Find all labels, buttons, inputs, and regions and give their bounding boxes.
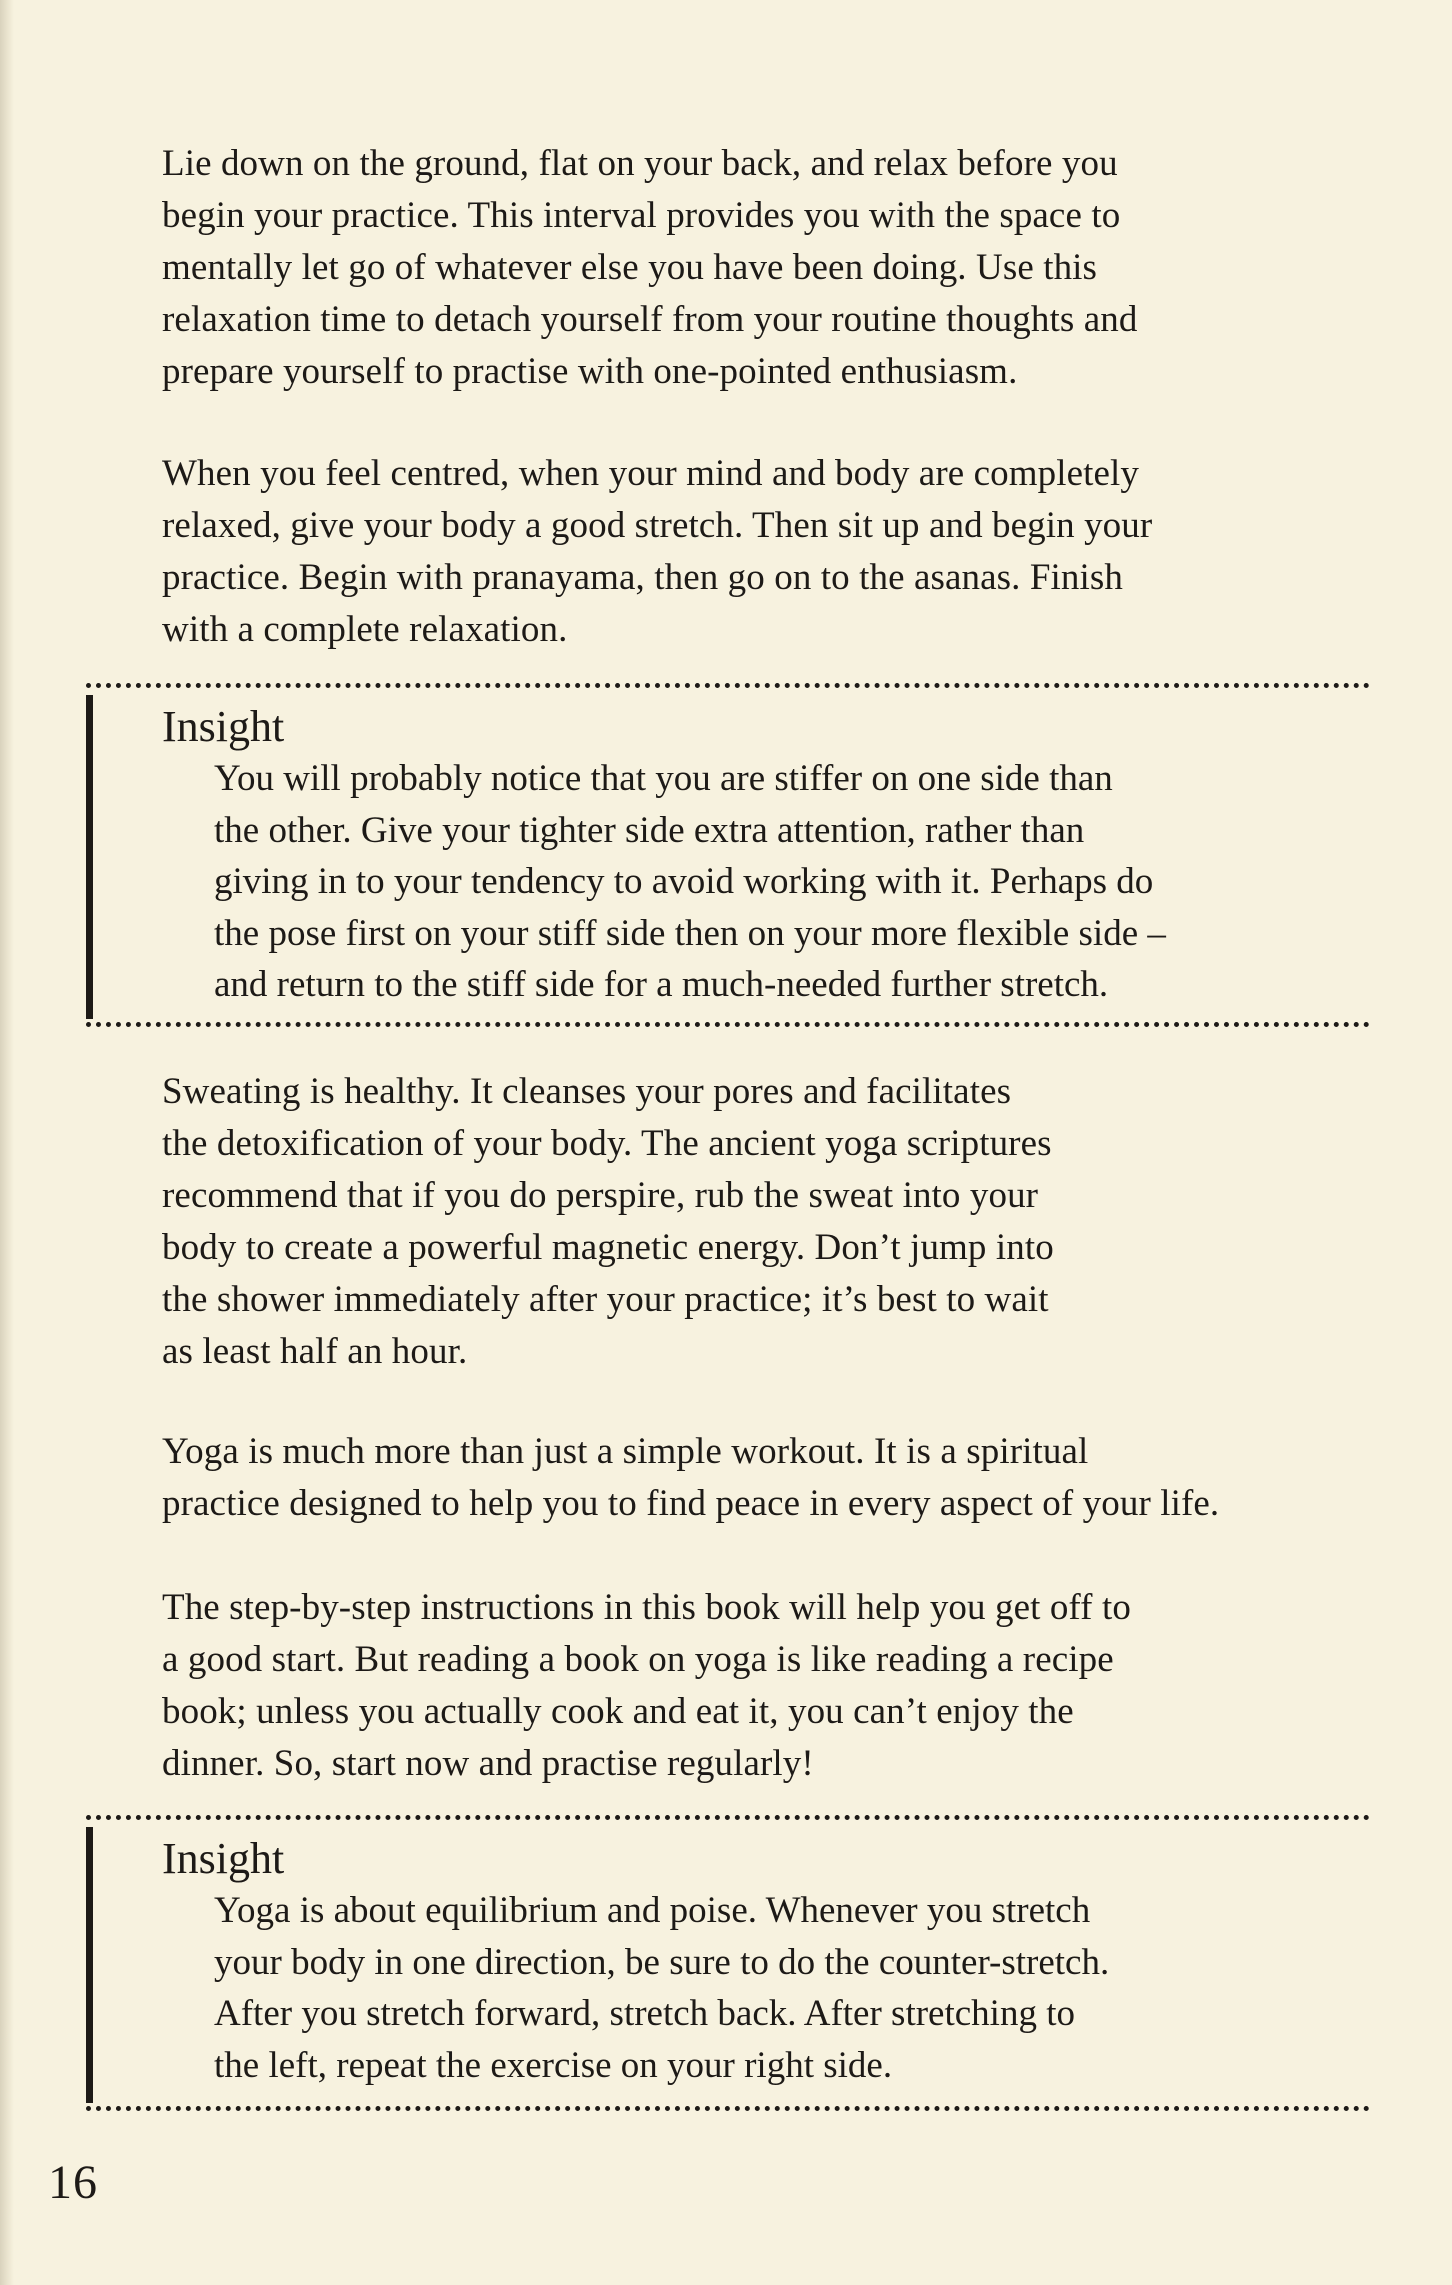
page-spine-edge: [0, 0, 14, 2285]
text-line: and return to the stiff side for a much-needed further stretch.: [214, 964, 1109, 1005]
paragraph-step-by-step: [162, 1582, 1392, 1790]
insight-side-bar: [86, 1827, 93, 2103]
text-line: the left, repeat the exercise on your right side.: [214, 2044, 893, 2086]
dotted-rule-top: [86, 683, 1370, 688]
text-line: the other. Give your tighter side extra attention, rather than: [214, 809, 1085, 851]
dotted-rule-bottom: [86, 2106, 1370, 2111]
paragraph-sweating: [162, 1066, 1392, 1378]
text-line: relaxation time to detach yourself from your routine thoughts and: [162, 299, 1138, 340]
text-line: When you feel centred, when your mind and body are completely: [162, 453, 1140, 494]
text-line: Yoga is about equilibrium and poise. Whenever you stretch: [214, 1890, 1091, 1931]
text-line: Yoga is much more than just a simple workout. It is a spiritual: [162, 1431, 1089, 1472]
text-line: book; unless you actually cook and eat it, you can’t enjoy the: [162, 1691, 1074, 1732]
text-line: dinner. So, start now and practise regularly!: [162, 1743, 814, 1784]
text-line: as least half an hour.: [162, 1331, 468, 1372]
insight-heading: Insight: [162, 702, 285, 751]
insight-box-equilibrium: [86, 1815, 1370, 2111]
text-line: with a complete relaxation.: [162, 609, 568, 650]
paragraph-practice-order: [162, 448, 1392, 656]
text-line: the detoxification of your body. The ancient yoga scriptures: [162, 1123, 1052, 1164]
insight-box-stiff-side: [86, 683, 1370, 1027]
text-line: Sweating is healthy. It cleanses your pores and facilitates: [162, 1071, 1012, 1112]
text-line: giving in to your tendency to avoid working with it. Perhaps do: [214, 861, 1154, 902]
text-line: your body in one direction, be sure to do the counter-stretch.: [214, 1941, 1110, 1983]
text-line: practice. Begin with pranayama, then go on to the asanas. Finish: [162, 557, 1123, 598]
text-line: body to create a powerful magnetic energy. Don’t jump into: [162, 1227, 1054, 1268]
text-line: practice designed to help you to find peace in every aspect of your life.: [162, 1483, 1220, 1524]
text-line: mentally let go of whatever else you have been doing. Use this: [162, 247, 1098, 288]
text-line: begin your practice. This interval provides you with the space to: [162, 195, 1121, 236]
text-line: a good start. But reading a book on yoga is like reading a recipe: [162, 1639, 1114, 1680]
page-number: 16: [48, 2156, 98, 2209]
text-line: You will probably notice that you are stiffer on one side than: [214, 758, 1113, 799]
text-line: the pose first on your stiff side then on your more flexible side –: [214, 912, 1166, 954]
paragraph-relax-before-practice: [162, 138, 1392, 398]
text-line: prepare yourself to practise with one-pointed enthusiasm.: [162, 351, 1018, 392]
text-line: After you stretch forward, stretch back. After stretching to: [214, 1993, 1075, 2034]
text-line: Lie down on the ground, flat on your back, and relax before you: [162, 143, 1118, 184]
paragraph-spiritual-practice: [162, 1426, 1392, 1530]
insight-body: [214, 1885, 1364, 2091]
text-line: the shower immediately after your practice; it’s best to wait: [162, 1279, 1049, 1320]
text-line: relaxed, give your body a good stretch. Then sit up and begin your: [162, 505, 1153, 546]
insight-side-bar: [86, 695, 93, 1019]
insight-heading: Insight: [162, 1834, 285, 1883]
text-line: The step-by-step instructions in this book will help you get off to: [162, 1587, 1131, 1628]
text-line: recommend that if you do perspire, rub the sweat into your: [162, 1175, 1039, 1216]
dotted-rule-bottom: [86, 1022, 1370, 1027]
dotted-rule-top: [86, 1815, 1370, 1820]
insight-body: [214, 753, 1364, 1011]
